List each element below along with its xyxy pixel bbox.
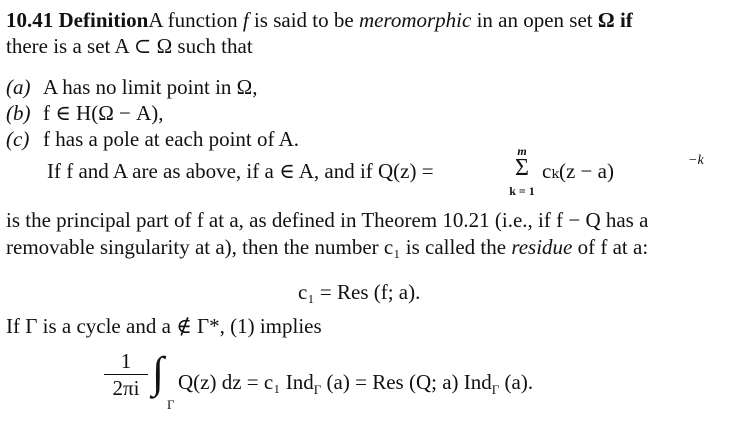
cycle-line: If Γ is a cycle and a ∉ Γ*, (1) implies <box>6 314 322 338</box>
integral-subscript: Γ <box>167 397 175 412</box>
fraction-numerator: 1 <box>120 349 132 373</box>
definition-line-1 <box>6 8 633 32</box>
eq2-mid: (a) = Res (Q; a) Ind <box>321 370 492 394</box>
condition-c-text: f has a pole at each point of A. <box>43 127 299 151</box>
residue-def-text-b: of f at a: <box>572 235 649 259</box>
sum-exponent: −k <box>688 153 704 168</box>
sum-lower-limit: k = 1 <box>509 184 535 198</box>
term-residue: residue <box>511 235 573 259</box>
term-meromorphic: meromorphic <box>358 8 472 32</box>
condition-c-label: (c) <box>6 127 30 151</box>
condition-b-text: f ∈ H(Ω − A), <box>43 101 164 125</box>
def-text-a: A function <box>148 8 243 32</box>
definition-line-2: there is a set A ⊂ Ω such that <box>6 34 253 58</box>
residue-def-text-a: removable singularity at a), then the number c₁ is called the <box>6 235 512 259</box>
def-if: if <box>614 8 633 32</box>
sum-upper-limit: m <box>517 144 527 158</box>
sum-term: cₖ(z − a) <box>542 159 614 183</box>
condition-b <box>6 101 164 125</box>
condition-b-label: (b) <box>6 101 31 125</box>
fraction-bar <box>104 374 148 375</box>
condition-a-label: (a) <box>6 75 31 99</box>
residue-def-line-2 <box>6 235 648 259</box>
integral-sign: ∫ <box>152 348 165 397</box>
eq2-sub2: Γ <box>491 382 500 398</box>
sum-symbol: Σ <box>515 155 529 181</box>
principal-part-line: If f and A are as above, if a ∈ A, and if Q(z) = <box>47 159 434 183</box>
residue-def-line-1: is the principal part of f at a, as defined in Theorem 10.21 (i.e., if f − Q has a <box>6 208 649 232</box>
def-f: f <box>242 8 249 32</box>
eq2-end: (a). <box>499 370 534 394</box>
fraction-denominator: 2πi <box>112 376 140 400</box>
definition-title: Definition <box>58 8 149 32</box>
equation-residue: c₁ = Res (f; a). <box>298 280 421 304</box>
def-text-b: is said to be <box>248 8 359 32</box>
def-omega: Ω <box>597 8 615 32</box>
definition-number: 10.41 <box>6 8 54 32</box>
condition-a <box>6 75 258 99</box>
condition-c <box>6 127 299 151</box>
equation-integral <box>178 370 533 402</box>
condition-a-text: A has no limit point in Ω, <box>43 75 258 99</box>
eq2-rhs: Q(z) dz = c₁ Ind <box>178 370 314 394</box>
def-text-c: in an open set <box>471 8 598 32</box>
eq2-sub1: Γ <box>313 382 322 398</box>
